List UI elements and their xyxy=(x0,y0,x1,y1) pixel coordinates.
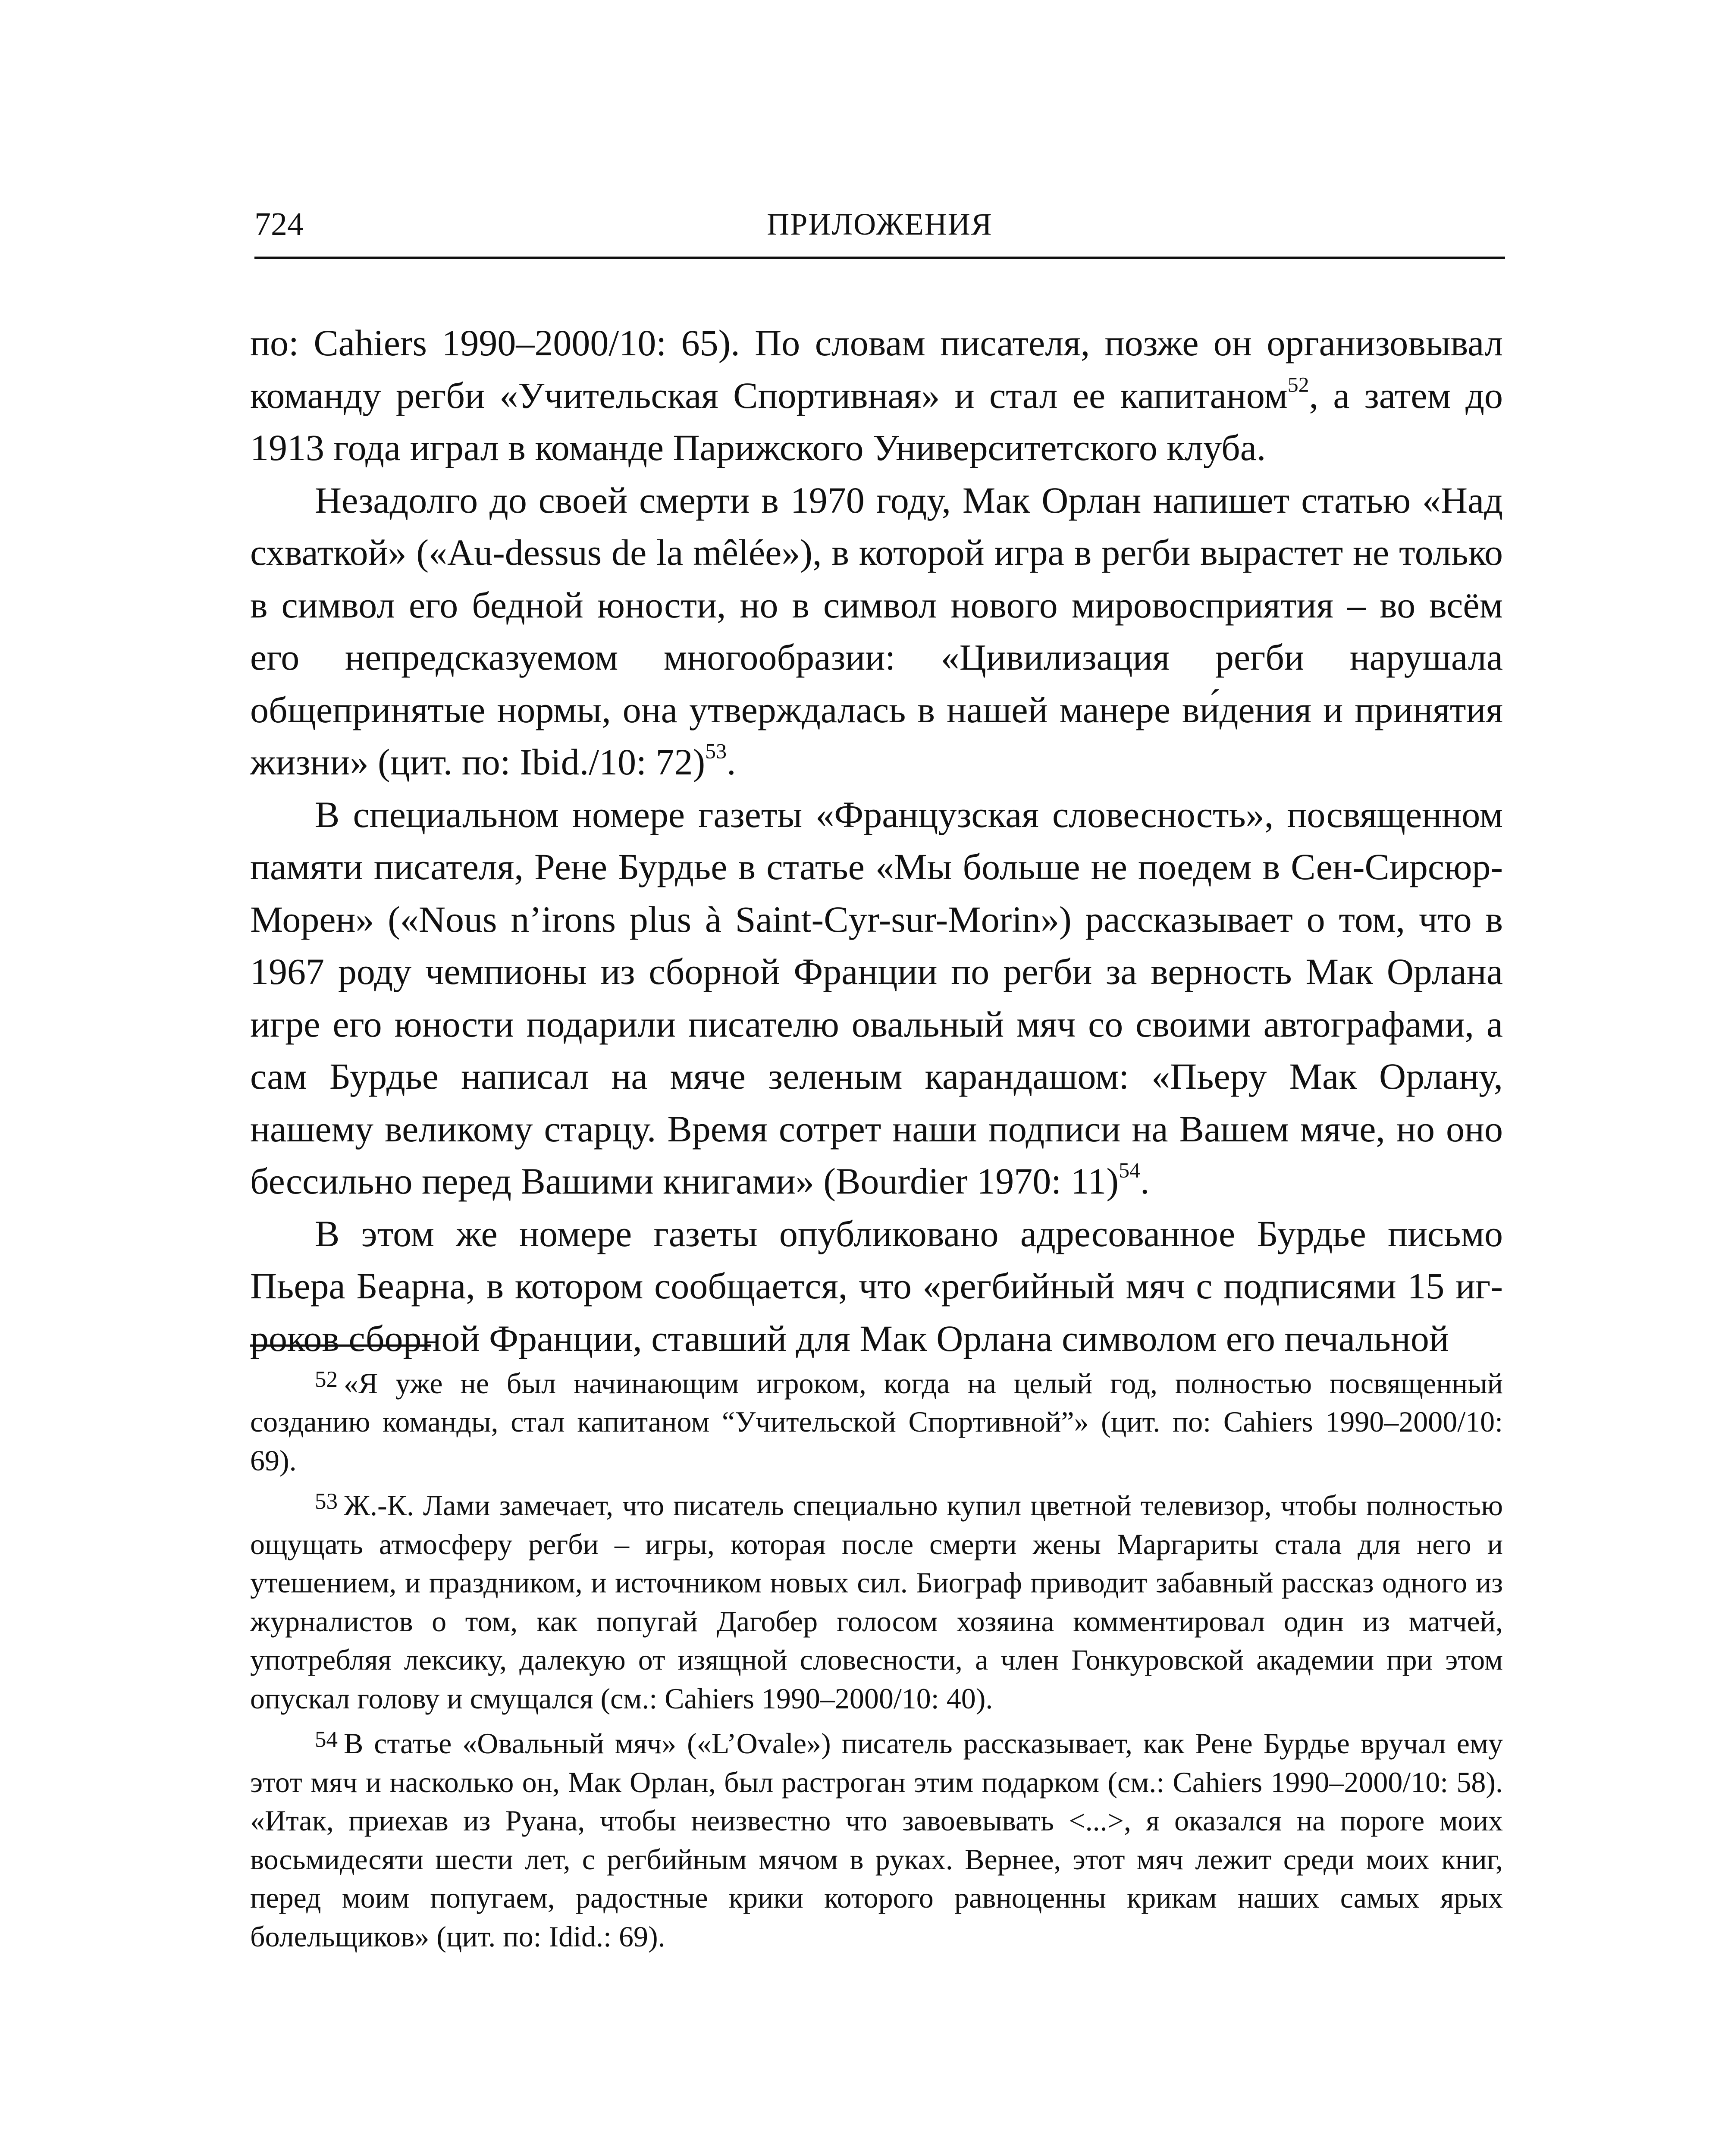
footnote-ref-53[interactable]: 53 xyxy=(705,739,727,763)
footnote-divider xyxy=(250,1344,431,1347)
paragraph-text: по: Cahiers 1990–2000/10: 65). По словам писателя, позже он организовывал команду регби «Учительская Спортивная» и стал ее капитаном xyxy=(250,322,1503,416)
paragraph-tail: . xyxy=(727,741,736,783)
page-header xyxy=(254,203,1505,259)
footnote-number: 54 xyxy=(315,1727,338,1752)
paragraph-2 xyxy=(250,474,1503,789)
body-text xyxy=(250,317,1503,1365)
footnote-ref-52[interactable]: 52 xyxy=(1287,373,1309,397)
footnote-number: 52 xyxy=(315,1367,338,1392)
paragraph-3 xyxy=(250,789,1503,1208)
footnotes xyxy=(250,1360,1503,1959)
page-number: 724 xyxy=(254,206,304,242)
paragraph-4 xyxy=(250,1208,1503,1365)
footnote-text: «Я уже не был начинающим игроком, когда на целый год, полностью посвященный созданию команды, стал капитаном “Учительской Спортивной”» (цит. по: Cahiers 1990–2000/10: 69). xyxy=(250,1366,1503,1477)
paragraph-tail: , а затем до 1913 года играл в команде Парижского Университетского клуба. xyxy=(250,374,1503,468)
paragraph-tail: . xyxy=(1140,1160,1150,1202)
paragraph-1 xyxy=(250,317,1503,474)
footnote-54 xyxy=(250,1720,1503,1956)
paragraph-text: Незадолго до своей смерти в 1970 году, Мак Орлан напишет статью «Над схваткой» («Au-dessus de la mêlée»), в которой игра в регби вырастет не только в символ его бедной юности, но в символ нового мировосприятия – во всём его непредсказуемом многообразии: «Цивилизация регби нарушала общепринятые нормы, она утверждалась в нашей манере ви́дения и принятия жизни» (цит. по: Ibid./10: 72) xyxy=(250,479,1503,783)
paragraph-text: В этом же номере газеты опубликовано адресованное Бурдье письмо Пьера Беарна, в котором сообщается, что «регбийный мяч с подписями 15 игроков сборной Франции, ставший для Мак Орлана символом его печальной xyxy=(250,1213,1503,1359)
footnote-ref-54[interactable]: 54 xyxy=(1119,1158,1140,1182)
paragraph-text: В специальном номере газеты «Французская словесность», посвященном памяти писателя, Рене Бурдье в статье «Мы больше не поедем в Сен-Сирсюр-Морен» («Nous n’irons plus à Saint-Cyr-sur-Morin») рассказывает о том, что в 1967 роду чемпионы из сборной Франции по регби за верность Мак Орлана игре его юности подарили писателю овальный мяч со своими автографами, а сам Бурдье написал на мяче зеленым карандашом: «Пьеру Мак Орлану, нашему великому старцу. Время сотрет наши подписи на Вашем мяче, но оно бессильно перед Вашими книгами» (Bourdier 1970: 11) xyxy=(250,793,1503,1202)
footnote-text: В статье «Овальный мяч» («L’Ovale») писатель рассказывает, как Рене Бурдье вручал ему этот мяч и насколько он, Мак Орлан, был растроган этим подарком (см.: Cahiers 1990–2000/10: 58). «Итак, приехав из Руана, чтобы неизвестно что завоевывать <...>, я оказался на пороге моих восьмидесяти шести лет, с регбийным мячом в руках. Вернее, этот мяч лежит среди моих книг, перед моим попугаем, радостные крики которого равноценны крикам наших самых ярых болельщиков» (цит. по: Idid.: 69). xyxy=(250,1727,1503,1953)
footnote-text: Ж.-К. Лами замечает, что писатель специально купил цветной телевизор, чтобы полностью ощущать атмосферу регби – игры, которая после смерти жены Маргариты стала для него и утешением, и праздником, и источником новых сил. Биограф приводит забавный рассказ одного из журналистов о том, как попугай Дагобер голосом хозяина комментировал один из матчей, употребляя лексику, далекую от изящной словесности, а член Гонкуровской академии при этом опускал голову и смущался (см.: Cahiers 1990–2000/10: 40). xyxy=(250,1489,1503,1715)
running-head: ПРИЛОЖЕНИЯ xyxy=(767,207,993,241)
footnote-53 xyxy=(250,1482,1503,1718)
footnote-52 xyxy=(250,1360,1503,1480)
footnote-number: 53 xyxy=(315,1489,338,1514)
